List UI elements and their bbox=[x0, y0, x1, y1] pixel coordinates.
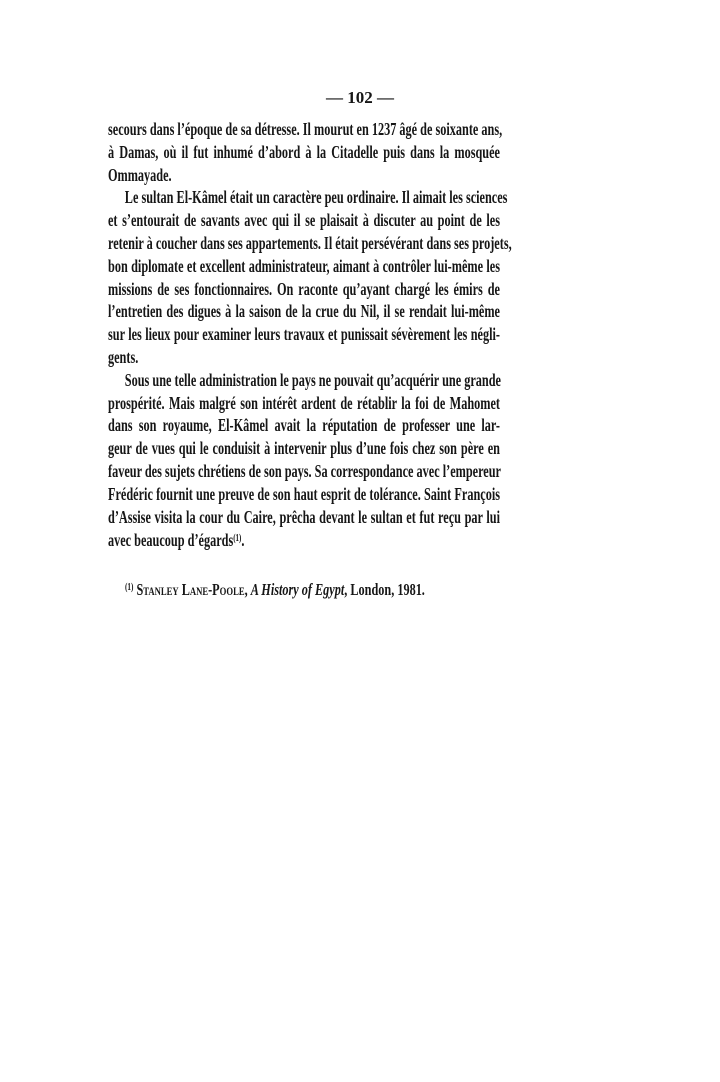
text-line: à Damas, où il fut inhumé d’abord à la Citadelle puis dans la mosquée bbox=[108, 141, 500, 162]
footnote-publication: , London, 1981. bbox=[344, 580, 425, 599]
text-line: Sous une telle administration le pays ne pouvait qu’acquérir une grande bbox=[124, 369, 501, 390]
text-line: retenir à coucher dans ses appartements. Il était persévérant dans ses projets, bbox=[108, 232, 512, 253]
text-line: geur de vues qui le conduisit à intervenir plus d’une fois chez son père en bbox=[108, 438, 500, 459]
footnote-marker: (1) bbox=[125, 582, 134, 593]
text-line: l’entretien des digues à la saison de la crue du Nil, il se rendait lui-même bbox=[108, 301, 500, 322]
text-line bbox=[108, 528, 500, 551]
text-line: faveur des sujets chrétiens de son pays. Sa correspondance avec l’empereur bbox=[108, 460, 501, 481]
body-text bbox=[108, 118, 512, 551]
text-line: missions de ses fonctionnaires. On raconte qu’ayant chargé les émirs de bbox=[108, 278, 500, 299]
text-line: Le sultan El-Kâmel était un caractère peu ordinaire. Il aimait les sciences bbox=[124, 187, 508, 208]
text-line: gents. bbox=[108, 346, 139, 367]
text-line: secours dans l’époque de sa détresse. Il mourut en 1237 âgé de soixante ans, bbox=[108, 119, 503, 139]
footnote bbox=[125, 580, 557, 600]
text-line: dans son royaume, El-Kâmel avait la réputation de professer une lar- bbox=[108, 415, 500, 436]
text-line: prospérité. Mais malgré son intérêt ardent de rétablir la foi de Mahomet bbox=[108, 392, 500, 413]
text-line: Frédéric fournit une preuve de son haut esprit de tolérance. Saint François bbox=[108, 483, 500, 504]
footnote-title: A History of Egypt bbox=[250, 580, 345, 599]
text-line-content: avec beaucoup d’égards bbox=[108, 530, 234, 551]
text-line: sur les lieux pour examiner leurs travaux et punissait sévèrement les négli- bbox=[108, 324, 500, 345]
text-line: et s’entourait de savants avec qui il se plaisait à discuter au point de les bbox=[108, 210, 500, 231]
period: . bbox=[241, 530, 245, 551]
footnote-reference[interactable]: (1) bbox=[233, 533, 242, 545]
text-line: d’Assise visita la cour du Caire, prêcha devant le sultan et fut reçu par lui bbox=[108, 506, 500, 527]
page-number: — 102 — bbox=[326, 88, 394, 107]
text-line: bon diplomate et excellent administrateur, aimant à contrôler lui-même les bbox=[108, 255, 500, 276]
footnote-separator: , bbox=[244, 580, 251, 599]
footnote-author: Stanley Lane-Poole bbox=[136, 580, 245, 599]
text-line: Ommayade. bbox=[108, 164, 172, 185]
